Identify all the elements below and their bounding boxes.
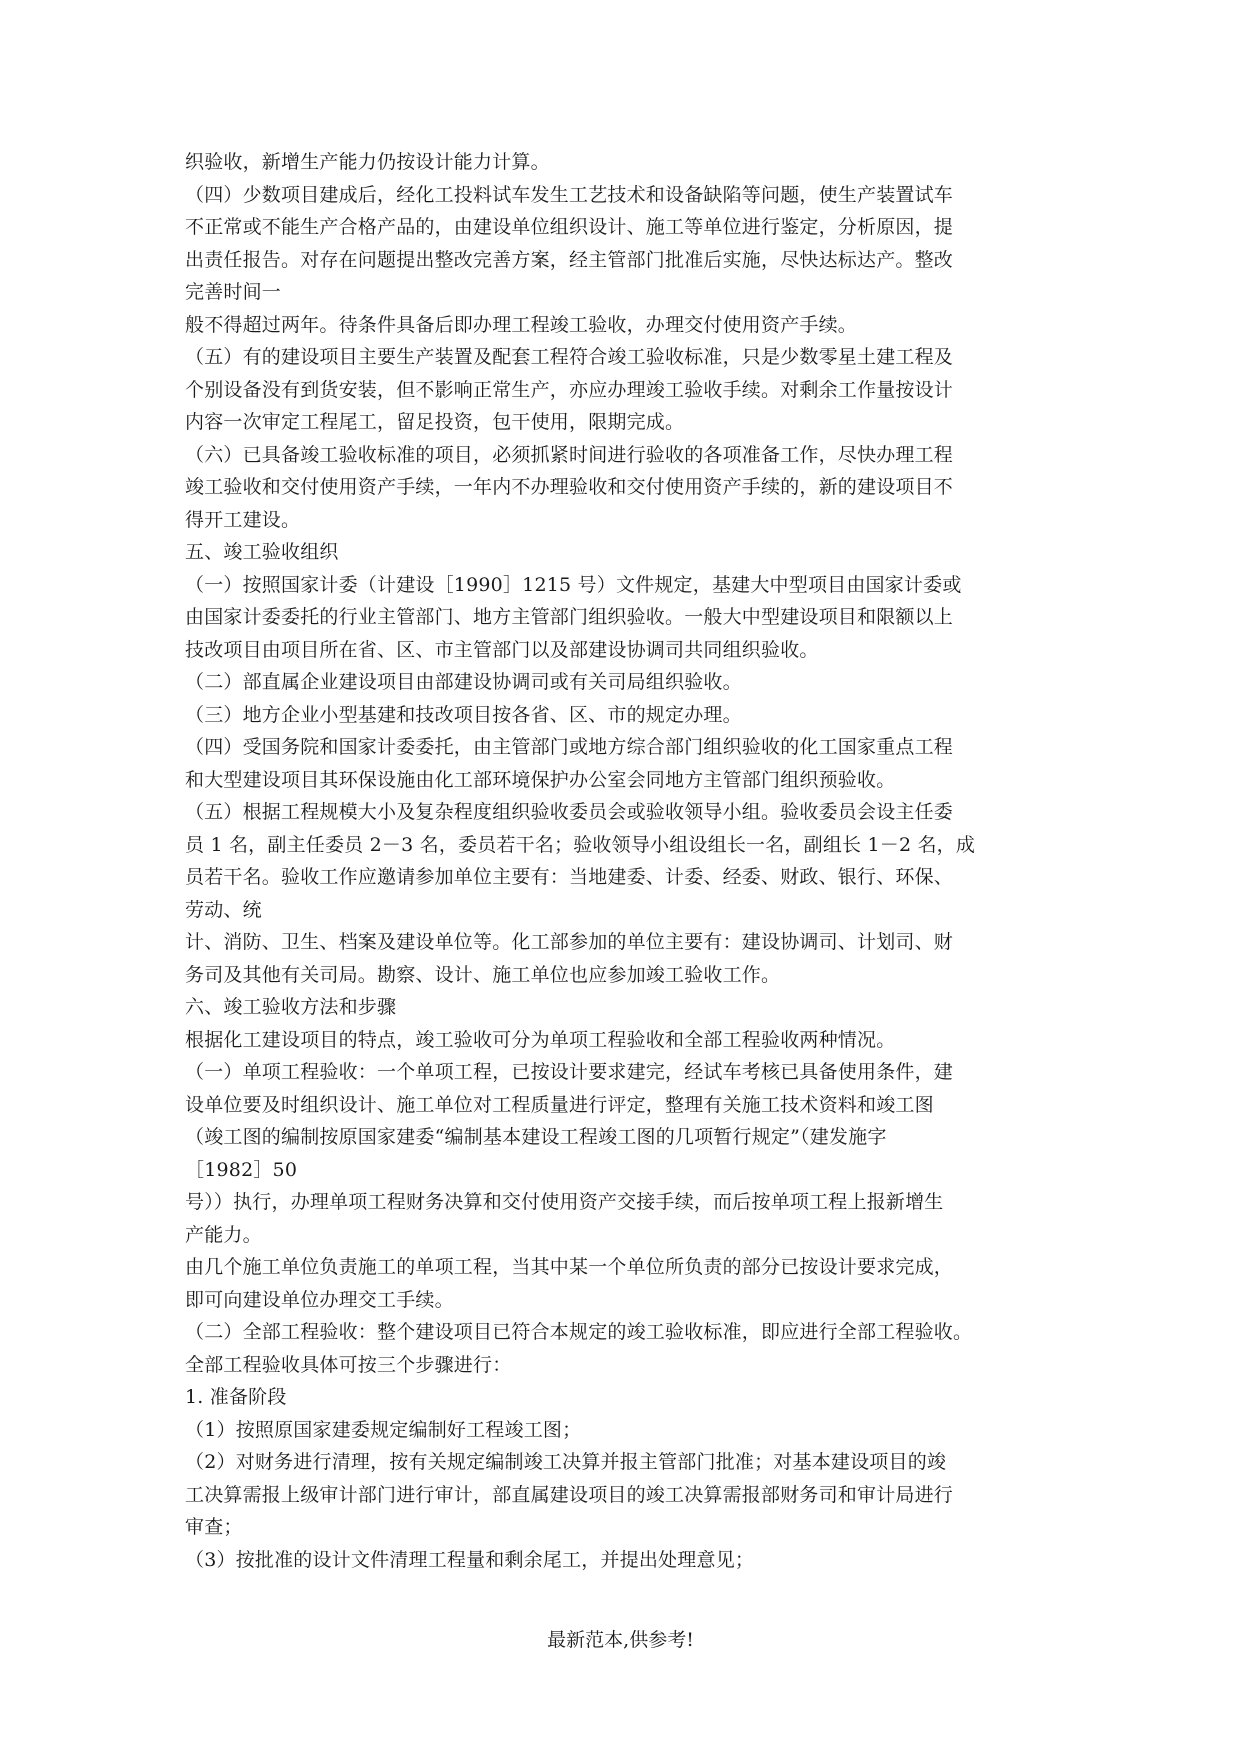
text-line: 和大型建设项目其环保设施由化工部环境保护办公室会同地方主管部门组织预验收。 bbox=[185, 768, 896, 791]
text-line: 般不得超过两年。待条件具备后即办理工程竣工验收，办理交付使用资产手续。 bbox=[185, 313, 858, 336]
text-line: 五、竣工验收组织 bbox=[185, 541, 339, 563]
text-line: （一）按照国家计委（计建设［1990］1215 号）文件规定，基建大中型项目由国家计委或 bbox=[185, 573, 962, 596]
text-line: （二）全部工程验收：整个建设项目已符合本规定的竣工验收标准，即应进行全部工程验收。 bbox=[185, 1321, 973, 1343]
text-line: 内容一次审定工程尾工，留足投资，包干使用，限期完成。 bbox=[185, 411, 685, 433]
text-line: 即可向建设单位办理交工手续。 bbox=[185, 1288, 454, 1311]
text-line: 全部工程验收具体可按三个步骤进行： bbox=[185, 1353, 512, 1376]
text-line: 技改项目由项目所在省、区、市主管部门以及部建设协调司共同组织验收。 bbox=[185, 638, 819, 661]
text-line: 员 1 名，副主任委员 2－3 名，委员若干名；验收领导小组设组长一名，副组长 1－2 名，成 bbox=[185, 833, 976, 856]
text-line: 出责任报告。对存在问题提出整改完善方案，经主管部门批准后实施，尽快达标达产。整改 bbox=[185, 248, 954, 271]
text-line: （六）已具备竣工验收标准的项目，必须抓紧时间进行验收的各项准备工作，尽快办理工程 bbox=[185, 443, 954, 466]
text-line: 织验收，新增生产能力仍按设计能力计算。 bbox=[185, 151, 550, 173]
text-line: 完善时间一 bbox=[185, 281, 282, 303]
text-line: 计、消防、卫生、档案及建设单位等。化工部参加的单位主要有：建设协调司、计划司、财 bbox=[185, 931, 954, 953]
text-line: （四）少数项目建成后，经化工投料试车发生工艺技术和设备缺陷等问题，使生产装置试车 bbox=[185, 183, 954, 206]
text-line: 劳动、统 bbox=[185, 898, 262, 921]
text-line: 产能力。 bbox=[185, 1223, 262, 1246]
text-line: ［1982］50 bbox=[185, 1158, 298, 1181]
text-line: 根据化工建设项目的特点，竣工验收可分为单项工程验收和全部工程验收两种情况。 bbox=[185, 1028, 896, 1051]
text-line: （一）单项工程验收：一个单项工程，已按设计要求建完，经试车考核已具备使用条件，建 bbox=[185, 1061, 954, 1083]
text-line: 员若干名。验收工作应邀请参加单位主要有：当地建委、计委、经委、财政、银行、环保、 bbox=[185, 866, 954, 888]
text-line: （五）根据工程规模大小及复杂程度组织验收委员会或验收领导小组。验收委员会设主任委 bbox=[185, 801, 954, 823]
text-line: 六、竣工验收方法和步骤 bbox=[185, 996, 397, 1018]
text-line: 设单位要及时组织设计、施工单位对工程质量进行评定，整理有关施工技术资料和竣工图 bbox=[185, 1093, 934, 1116]
text-line: （3）按批准的设计文件清理工程量和剩余尾工，并提出处理意见； bbox=[185, 1548, 755, 1571]
text-line: 个别设备没有到货安装，但不影响正常生产，亦应办理竣工验收手续。对剩余工作量按设计 bbox=[185, 378, 954, 401]
text-line: 由几个施工单位负责施工的单项工程，当其中某一个单位所负责的部分已按设计要求完成， bbox=[185, 1256, 954, 1278]
text-line: 竣工验收和交付使用资产手续，一年内不办理验收和交付使用资产手续的，新的建设项目不 bbox=[185, 476, 954, 498]
text-line: （三）地方企业小型基建和技改项目按各省、区、市的规定办理。 bbox=[185, 703, 742, 726]
text-line: 不正常或不能生产合格产品的，由建设单位组织设计、施工等单位进行鉴定，分析原因，提 bbox=[185, 216, 954, 238]
text-line: （四）受国务院和国家计委委托，由主管部门或地方综合部门组织验收的化工国家重点工程 bbox=[185, 736, 954, 758]
text-line: （2）对财务进行清理，按有关规定编制竣工决算并报主管部门批准；对基本建设项目的竣 bbox=[185, 1451, 947, 1473]
text-line: 1. 准备阶段 bbox=[185, 1386, 287, 1408]
text-line: （二）部直属企业建设项目由部建设协调司或有关司局组织验收。 bbox=[185, 671, 742, 693]
text-line: （竣工图的编制按原国家建委“编制基本建设工程竣工图的几项暂行规定”（建发施字 bbox=[185, 1126, 887, 1148]
text-line: 得开工建设。 bbox=[185, 508, 301, 531]
text-line: （五）有的建设项目主要生产装置及配套工程符合竣工验收标准，只是少数零星土建工程及 bbox=[185, 346, 954, 368]
text-line: 由国家计委委托的行业主管部门、地方主管部门组织验收。一般大中型建设项目和限额以上 bbox=[185, 606, 954, 628]
text-line: 务司及其他有关司局。勘察、设计、施工单位也应参加竣工验收工作。 bbox=[185, 963, 781, 986]
text-line: 审查； bbox=[185, 1516, 243, 1538]
text-line: 号））执行，办理单项工程财务决算和交付使用资产交接手续，而后按单项工程上报新增生 bbox=[185, 1191, 944, 1213]
text-line: 工决算需报上级审计部门进行审计，部直属建设项目的竣工决算需报部财务司和审计局进行 bbox=[185, 1483, 954, 1506]
text-line: （1）按照原国家建委规定编制好工程竣工图； bbox=[185, 1418, 582, 1441]
page-footer: 最新范本,供参考! bbox=[547, 1629, 694, 1651]
document-body bbox=[185, 146, 1057, 1576]
